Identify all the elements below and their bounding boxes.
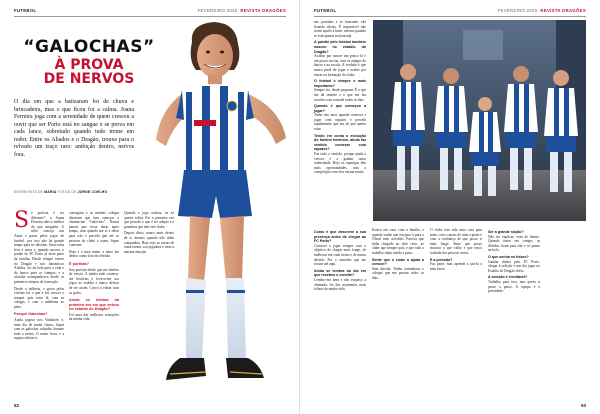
interview-question: A paixão pelo futebol também nasceu no estádio do Dragão?	[314, 40, 366, 54]
byline-photo-prefix: FOTOS DE	[57, 190, 77, 194]
magazine-name: REVISTA DRAGÕES	[540, 7, 586, 13]
interview-question: Ainda se lembra da primeira vez em que entrou no estádio do Dragão?	[69, 298, 119, 312]
body-paragraph: nas portadas e as bancadas vão ficando cheias. É impossível não sentir aquilo a bater, mesmo quando se está apenas na bancada.	[314, 20, 366, 38]
right-column-5	[488, 228, 540, 296]
right-running-head	[314, 5, 586, 15]
body-paragraph: Hoje é o meu nome, e tanto faz dentro como fora do relvado.	[69, 249, 119, 259]
right-column-3	[372, 228, 424, 283]
right-column-2	[314, 228, 366, 294]
issue-info	[498, 8, 586, 13]
magazine-name: REVISTA DRAGÕES	[240, 7, 286, 13]
interview-answer: Faz todo o sentido, porque ajuda a crescer e a ganhar outra intensidade. Hoje as raparigas têm mais oportunidades, mas a competição com eles ensina muito.	[314, 152, 366, 175]
interview-question: Porquê Galochas?	[14, 312, 48, 317]
left-running-head	[14, 5, 286, 15]
interview-answer: Sempre foi, desde pequena. É o que me dá sentido e o que me faz acordar com vontade todos os dias.	[314, 88, 366, 102]
interview-answer: Trabalho para isso, mas quero ir passo a passo. A equipa é a prioridade.	[488, 279, 540, 294]
interview-answer: Tinha oito anos quando comecei a jogar com rapazes e percebi rapidamente que era ali que queria estar.	[314, 113, 366, 132]
section-label: FUTEBOL	[14, 7, 37, 13]
title-line-1: “GALOCHAS”	[23, 37, 155, 57]
interview-question: E a pressão?	[430, 257, 453, 262]
body-paragraph: Quando o jogo acabou, eu só queria voltar. Foi a primeira vez que percebi o que é ser adepta e a grandeza que tem este clube.	[124, 211, 174, 229]
interview-question: Sente que o clube a ajuda a crescer?	[372, 257, 424, 267]
interview-answer: Ainda jogava nos Valadares e, num dia de muita chuva, fiquei com as galochas calçadas durante todo o treino. O nome ficou, e a equipa adotou-o.	[14, 318, 64, 341]
body-column-3	[124, 211, 174, 256]
byline	[14, 190, 134, 194]
byline-photographer: JORGE COELHO	[77, 190, 108, 194]
byline-author: MARIA	[44, 190, 57, 194]
right-column-1	[314, 20, 366, 177]
header-rule	[14, 16, 286, 17]
right-column-4	[430, 228, 482, 273]
interview-question: Como é que descreve a sua presença antes de chegar ao FC Porto?	[314, 230, 366, 244]
body-column-1	[14, 208, 64, 343]
drop-cap: S	[14, 208, 30, 233]
body-paragraph: e portista é ser diferente”, a Joana Ferreira sabe-o melhor do que ninguém. A tribo começa nas Antas e passa pelos jogos de futebol, por isso não há grande tempo para ter dúvidas. Uma coisa leva à outra e, quando nasceu, o portão do FC Porto já fazia parte da família. Desde sempre esteve no Dragão e nos fantásticos Aliados, foi da bola para a vida e do banco para os campos, e a alcunha acompanhou-a desde os primeiros tempos de formação.	[14, 211, 64, 284]
title-line-2: À PROVA	[54, 57, 124, 73]
interview-question: É portista?	[69, 261, 89, 266]
article-lead: O dia em que a batizaram foi de chuva e brincadeira, mas o que ficou foi a calma. Joana Ferreira joga com a serenidade de quem cresceu a ouvir que ser Porto está no sangue e se prova em cada lance, sobretudo quando tudo treme em redor. Entre os Aliados e o Dragão, trouxe para o relvado um traço raro: ambição dentro, nervos fora.	[14, 99, 134, 158]
interview-question: O futebol é sempre o mais importante?	[314, 79, 366, 88]
interview-answer: Acabou por nascer um pouco lá e um pouco na rua, com os amigos do bairro e na escola. A verdade é que nunca parei de jogar e acabei por entrar na formação do clube.	[314, 54, 366, 77]
header-rule	[314, 16, 586, 17]
byline-prefix: ENTREVISTA DE	[14, 190, 44, 194]
issue-date: FEVEREIRO 2025	[497, 7, 538, 13]
interview-question: Tendo em conta a evolução do futebol feminino, ainda faz sentido começar com rapazes?	[314, 133, 366, 152]
interview-answer: Foi uma das melhores sensações da minha vida.	[69, 312, 119, 322]
body-column-2	[69, 211, 119, 324]
issue-date: FEVEREIRO 2025	[197, 7, 238, 13]
page-number-right: 53	[580, 403, 586, 408]
title-line-3: DE NERVOS	[43, 71, 135, 87]
body-paragraph: Desde a infância, o gosto pelas vitórias foi o que a fez crescer e sempre quis estar lá, com as colegas, e com o emblema ao peito.	[14, 286, 64, 309]
interview-question: Ser a grande noção?	[488, 230, 524, 234]
interview-question: O que sonha no futuro?	[488, 254, 529, 259]
body-paragraph: conseguiu e as minhas colegas disseram que iam começar a chamar-me “Galochas”. Nunca pensei que fosse durar tanto tempo, mas quando me vi a olhar para trás e percebi que até as pessoas do clube o usam, fiquei contente.	[69, 211, 119, 248]
interview-answer: Sou portista desde que me lembro de existir. A minha mãe contava-me histórias e levava-me aos jogos ao estádio e nunca deixou de ser assim. Cresci a vibrar com os golos.	[69, 267, 119, 295]
interview-answer: Não sei explicar, vem de dentro. Quando entro em campo, as dúvidas ficam para trás e só penso na bola.	[488, 234, 540, 253]
interview-answer: Lembro-me bem e não esqueço a chamada, foi dos momentos mais felizes da minha vida.	[314, 277, 366, 292]
interview-question: A seleção é inevitável?	[488, 275, 528, 280]
section-label: FUTEBOL	[314, 7, 337, 13]
body-paragraph: Estava em casa, com a família, e quando soube que era para ir para o Olival nem acreditei. Parecia que tinha chegado ao sítio certo, ao clube que sempre quis, e que todo o trabalho tinha valido a pena.	[372, 228, 424, 255]
issue-info	[198, 8, 286, 13]
interview-question: Quando é que começou a jogar?	[314, 104, 366, 113]
interview-question: Ainda se lembra do dia em que recebeu o convite?	[314, 268, 366, 278]
team-photo	[373, 20, 586, 221]
page-number-left: 52	[14, 403, 20, 408]
body-paragraph: Depois disso, nunca mais deixei de ir, mesmo quando não tinha companhia. Hoje vejo as coisas de outra forma, sou jogadora e sinto a mesma emoção.	[124, 231, 174, 254]
interview-answer: Ganhar títulos pelo FC Porto, chegar à seleção e um dia jogar no Estádio do Dragão cheio.	[488, 259, 540, 273]
interview-answer: Sem dúvida. Tenho treinadoras e colegas que me puxam todos os dias.	[372, 266, 424, 280]
interview-answer: Comecei a jogar sempre com o objetivo de chegar mais longe, de melhorar em cada treino e de nunca desistir. Foi o caminho que me trouxe até aqui.	[314, 243, 366, 267]
body-paragraph: O clube tem sido uma casa para mim, com o apoio de toda a gente e com a confiança de que posso ir mais longe. Sinto que posso mostrar o que valho e que estou rodeada das pessoas certas.	[430, 228, 482, 255]
interview-answer: Faz parte, mas aprendi a usá-la a meu favor.	[430, 262, 482, 271]
